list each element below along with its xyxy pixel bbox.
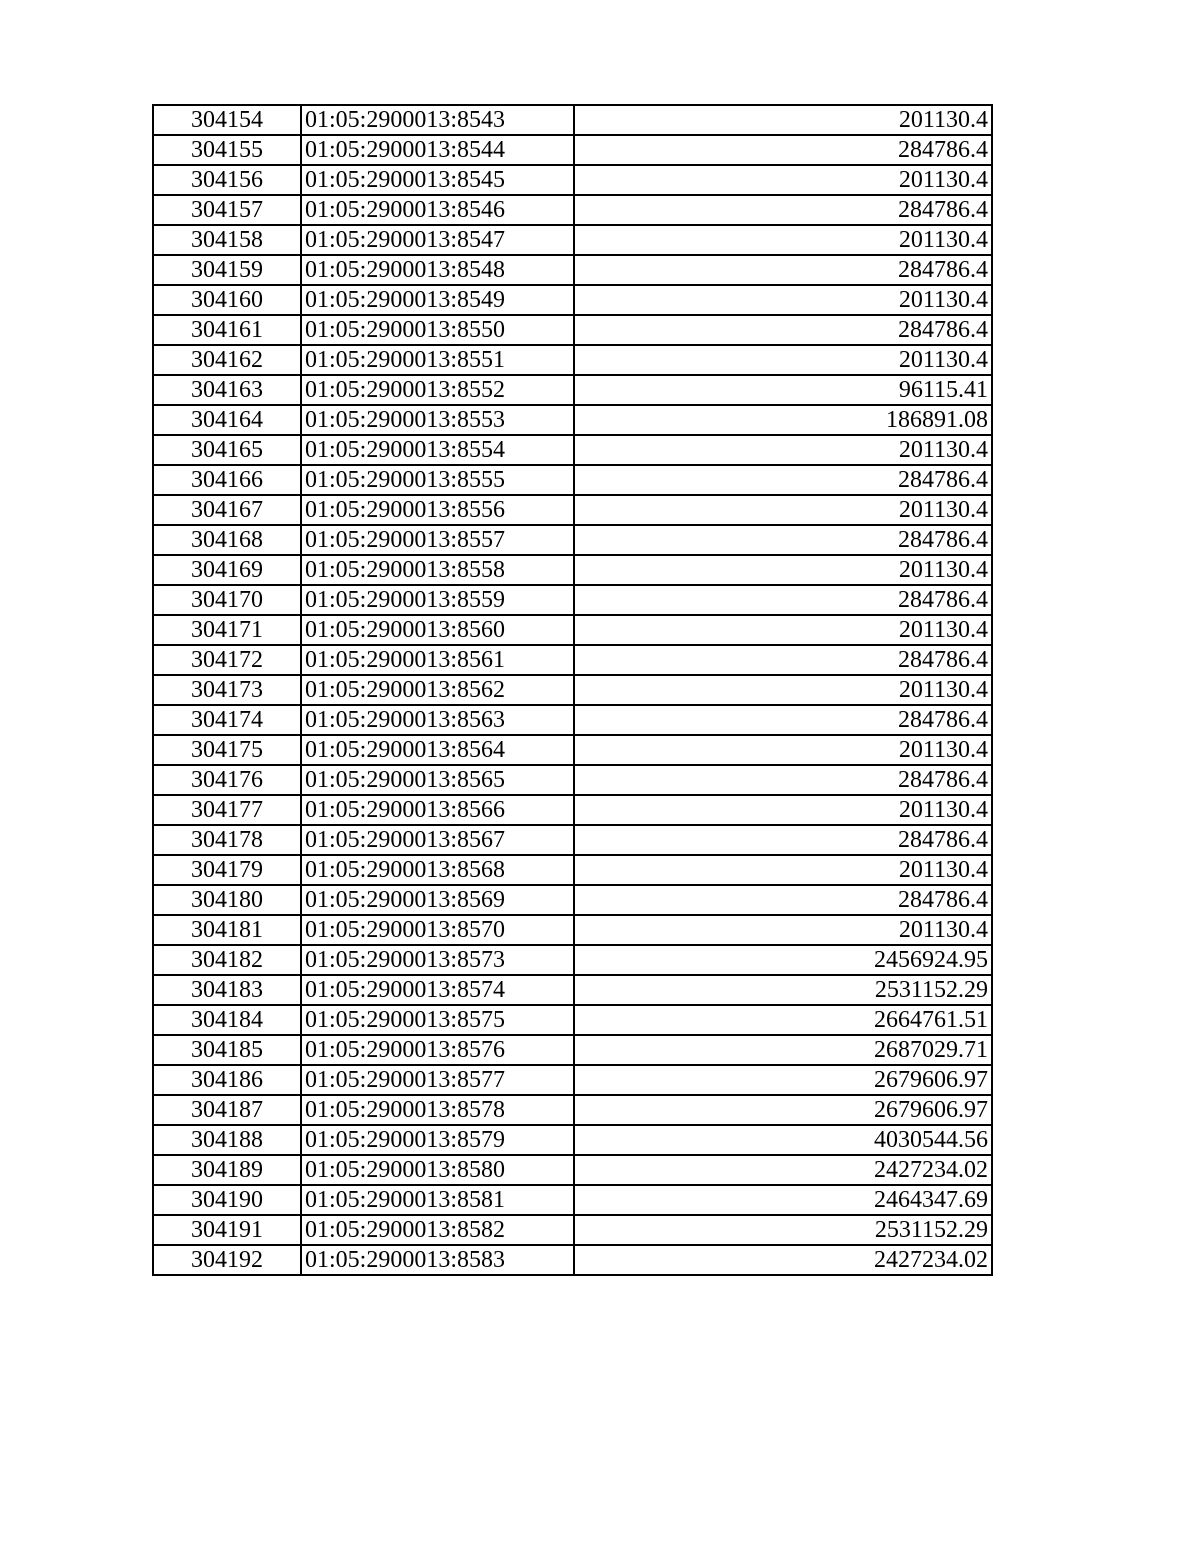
amount-cell: 201130.4 bbox=[574, 555, 992, 585]
cadastral-number-cell: 01:05:2900013:8569 bbox=[301, 885, 574, 915]
cadastral-number-cell: 01:05:2900013:8576 bbox=[301, 1035, 574, 1065]
table-row bbox=[153, 435, 992, 465]
table-row bbox=[153, 195, 992, 225]
row-id-cell: 304178 bbox=[153, 825, 301, 855]
amount-cell: 2531152.29 bbox=[574, 975, 992, 1005]
row-id-cell: 304185 bbox=[153, 1035, 301, 1065]
table-row bbox=[153, 525, 992, 555]
table-row bbox=[153, 585, 992, 615]
table-row bbox=[153, 405, 992, 435]
table-row bbox=[153, 135, 992, 165]
row-id-cell: 304159 bbox=[153, 255, 301, 285]
table-row bbox=[153, 825, 992, 855]
cadastral-number-cell: 01:05:2900013:8568 bbox=[301, 855, 574, 885]
cadastral-number-cell: 01:05:2900013:8560 bbox=[301, 615, 574, 645]
table-row bbox=[153, 555, 992, 585]
cadastral-number-cell: 01:05:2900013:8544 bbox=[301, 135, 574, 165]
amount-cell: 201130.4 bbox=[574, 735, 992, 765]
row-id-cell: 304186 bbox=[153, 1065, 301, 1095]
cadastral-number-cell: 01:05:2900013:8566 bbox=[301, 795, 574, 825]
amount-cell: 2679606.97 bbox=[574, 1095, 992, 1125]
amount-cell: 2664761.51 bbox=[574, 1005, 992, 1035]
amount-cell: 284786.4 bbox=[574, 255, 992, 285]
cadastral-number-cell: 01:05:2900013:8573 bbox=[301, 945, 574, 975]
data-table bbox=[152, 104, 993, 1276]
amount-cell: 201130.4 bbox=[574, 225, 992, 255]
row-id-cell: 304184 bbox=[153, 1005, 301, 1035]
table-row bbox=[153, 105, 992, 135]
row-id-cell: 304187 bbox=[153, 1095, 301, 1125]
cadastral-number-cell: 01:05:2900013:8553 bbox=[301, 405, 574, 435]
table-row bbox=[153, 615, 992, 645]
amount-cell: 2464347.69 bbox=[574, 1185, 992, 1215]
amount-cell: 284786.4 bbox=[574, 315, 992, 345]
cadastral-number-cell: 01:05:2900013:8554 bbox=[301, 435, 574, 465]
row-id-cell: 304158 bbox=[153, 225, 301, 255]
cadastral-number-cell: 01:05:2900013:8562 bbox=[301, 675, 574, 705]
table-row bbox=[153, 945, 992, 975]
amount-cell: 284786.4 bbox=[574, 645, 992, 675]
row-id-cell: 304173 bbox=[153, 675, 301, 705]
cadastral-number-cell: 01:05:2900013:8567 bbox=[301, 825, 574, 855]
row-id-cell: 304179 bbox=[153, 855, 301, 885]
row-id-cell: 304171 bbox=[153, 615, 301, 645]
table-row bbox=[153, 255, 992, 285]
cadastral-number-cell: 01:05:2900013:8555 bbox=[301, 465, 574, 495]
table-row bbox=[153, 1185, 992, 1215]
cadastral-number-cell: 01:05:2900013:8545 bbox=[301, 165, 574, 195]
amount-cell: 284786.4 bbox=[574, 825, 992, 855]
row-id-cell: 304161 bbox=[153, 315, 301, 345]
amount-cell: 284786.4 bbox=[574, 585, 992, 615]
amount-cell: 96115.41 bbox=[574, 375, 992, 405]
amount-cell: 284786.4 bbox=[574, 765, 992, 795]
table-row bbox=[153, 1035, 992, 1065]
amount-cell: 201130.4 bbox=[574, 675, 992, 705]
amount-cell: 4030544.56 bbox=[574, 1125, 992, 1155]
amount-cell: 284786.4 bbox=[574, 705, 992, 735]
cadastral-number-cell: 01:05:2900013:8575 bbox=[301, 1005, 574, 1035]
cadastral-number-cell: 01:05:2900013:8577 bbox=[301, 1065, 574, 1095]
cadastral-number-cell: 01:05:2900013:8552 bbox=[301, 375, 574, 405]
amount-cell: 201130.4 bbox=[574, 165, 992, 195]
row-id-cell: 304174 bbox=[153, 705, 301, 735]
table-row bbox=[153, 1095, 992, 1125]
cadastral-number-cell: 01:05:2900013:8564 bbox=[301, 735, 574, 765]
table-row bbox=[153, 465, 992, 495]
amount-cell: 2427234.02 bbox=[574, 1155, 992, 1185]
row-id-cell: 304157 bbox=[153, 195, 301, 225]
table-row bbox=[153, 495, 992, 525]
row-id-cell: 304191 bbox=[153, 1215, 301, 1245]
amount-cell: 201130.4 bbox=[574, 495, 992, 525]
table-row bbox=[153, 375, 992, 405]
amount-cell: 201130.4 bbox=[574, 795, 992, 825]
table-row bbox=[153, 1065, 992, 1095]
cadastral-number-cell: 01:05:2900013:8581 bbox=[301, 1185, 574, 1215]
table-row bbox=[153, 1155, 992, 1185]
cadastral-number-cell: 01:05:2900013:8551 bbox=[301, 345, 574, 375]
amount-cell: 201130.4 bbox=[574, 435, 992, 465]
table-body bbox=[153, 105, 992, 1275]
amount-cell: 284786.4 bbox=[574, 195, 992, 225]
row-id-cell: 304170 bbox=[153, 585, 301, 615]
amount-cell: 2427234.02 bbox=[574, 1245, 992, 1275]
row-id-cell: 304180 bbox=[153, 885, 301, 915]
table-row bbox=[153, 1125, 992, 1155]
amount-cell: 201130.4 bbox=[574, 615, 992, 645]
cadastral-number-cell: 01:05:2900013:8559 bbox=[301, 585, 574, 615]
amount-cell: 2456924.95 bbox=[574, 945, 992, 975]
amount-cell: 284786.4 bbox=[574, 885, 992, 915]
amount-cell: 201130.4 bbox=[574, 855, 992, 885]
row-id-cell: 304172 bbox=[153, 645, 301, 675]
table-row bbox=[153, 855, 992, 885]
amount-cell: 284786.4 bbox=[574, 525, 992, 555]
cadastral-number-cell: 01:05:2900013:8561 bbox=[301, 645, 574, 675]
row-id-cell: 304162 bbox=[153, 345, 301, 375]
row-id-cell: 304192 bbox=[153, 1245, 301, 1275]
row-id-cell: 304177 bbox=[153, 795, 301, 825]
row-id-cell: 304168 bbox=[153, 525, 301, 555]
amount-cell: 201130.4 bbox=[574, 915, 992, 945]
row-id-cell: 304169 bbox=[153, 555, 301, 585]
row-id-cell: 304165 bbox=[153, 435, 301, 465]
cadastral-number-cell: 01:05:2900013:8546 bbox=[301, 195, 574, 225]
table-row bbox=[153, 225, 992, 255]
row-id-cell: 304163 bbox=[153, 375, 301, 405]
cadastral-number-cell: 01:05:2900013:8570 bbox=[301, 915, 574, 945]
row-id-cell: 304176 bbox=[153, 765, 301, 795]
table-row bbox=[153, 915, 992, 945]
cadastral-number-cell: 01:05:2900013:8556 bbox=[301, 495, 574, 525]
row-id-cell: 304164 bbox=[153, 405, 301, 435]
row-id-cell: 304190 bbox=[153, 1185, 301, 1215]
cadastral-number-cell: 01:05:2900013:8549 bbox=[301, 285, 574, 315]
cadastral-number-cell: 01:05:2900013:8558 bbox=[301, 555, 574, 585]
amount-cell: 284786.4 bbox=[574, 465, 992, 495]
table-row bbox=[153, 645, 992, 675]
table-row bbox=[153, 1245, 992, 1275]
table-row bbox=[153, 975, 992, 1005]
cadastral-number-cell: 01:05:2900013:8583 bbox=[301, 1245, 574, 1275]
amount-cell: 201130.4 bbox=[574, 105, 992, 135]
cadastral-number-cell: 01:05:2900013:8557 bbox=[301, 525, 574, 555]
cadastral-number-cell: 01:05:2900013:8563 bbox=[301, 705, 574, 735]
row-id-cell: 304167 bbox=[153, 495, 301, 525]
amount-cell: 284786.4 bbox=[574, 135, 992, 165]
row-id-cell: 304183 bbox=[153, 975, 301, 1005]
row-id-cell: 304189 bbox=[153, 1155, 301, 1185]
row-id-cell: 304156 bbox=[153, 165, 301, 195]
table-row bbox=[153, 1215, 992, 1245]
table-row bbox=[153, 765, 992, 795]
cadastral-number-cell: 01:05:2900013:8543 bbox=[301, 105, 574, 135]
table-row bbox=[153, 705, 992, 735]
cadastral-number-cell: 01:05:2900013:8582 bbox=[301, 1215, 574, 1245]
row-id-cell: 304155 bbox=[153, 135, 301, 165]
table-row bbox=[153, 795, 992, 825]
cadastral-number-cell: 01:05:2900013:8550 bbox=[301, 315, 574, 345]
cadastral-number-cell: 01:05:2900013:8579 bbox=[301, 1125, 574, 1155]
row-id-cell: 304154 bbox=[153, 105, 301, 135]
amount-cell: 186891.08 bbox=[574, 405, 992, 435]
amount-cell: 201130.4 bbox=[574, 285, 992, 315]
table-row bbox=[153, 165, 992, 195]
cadastral-number-cell: 01:05:2900013:8578 bbox=[301, 1095, 574, 1125]
table-row bbox=[153, 345, 992, 375]
row-id-cell: 304181 bbox=[153, 915, 301, 945]
table-row bbox=[153, 1005, 992, 1035]
amount-cell: 2679606.97 bbox=[574, 1065, 992, 1095]
cadastral-number-cell: 01:05:2900013:8548 bbox=[301, 255, 574, 285]
table-row bbox=[153, 885, 992, 915]
row-id-cell: 304160 bbox=[153, 285, 301, 315]
table-row bbox=[153, 735, 992, 765]
amount-cell: 2687029.71 bbox=[574, 1035, 992, 1065]
row-id-cell: 304166 bbox=[153, 465, 301, 495]
row-id-cell: 304188 bbox=[153, 1125, 301, 1155]
cadastral-number-cell: 01:05:2900013:8547 bbox=[301, 225, 574, 255]
cadastral-number-cell: 01:05:2900013:8580 bbox=[301, 1155, 574, 1185]
row-id-cell: 304175 bbox=[153, 735, 301, 765]
amount-cell: 201130.4 bbox=[574, 345, 992, 375]
cadastral-number-cell: 01:05:2900013:8574 bbox=[301, 975, 574, 1005]
table-row bbox=[153, 315, 992, 345]
row-id-cell: 304182 bbox=[153, 945, 301, 975]
amount-cell: 2531152.29 bbox=[574, 1215, 992, 1245]
table-row bbox=[153, 675, 992, 705]
cadastral-number-cell: 01:05:2900013:8565 bbox=[301, 765, 574, 795]
table-row bbox=[153, 285, 992, 315]
